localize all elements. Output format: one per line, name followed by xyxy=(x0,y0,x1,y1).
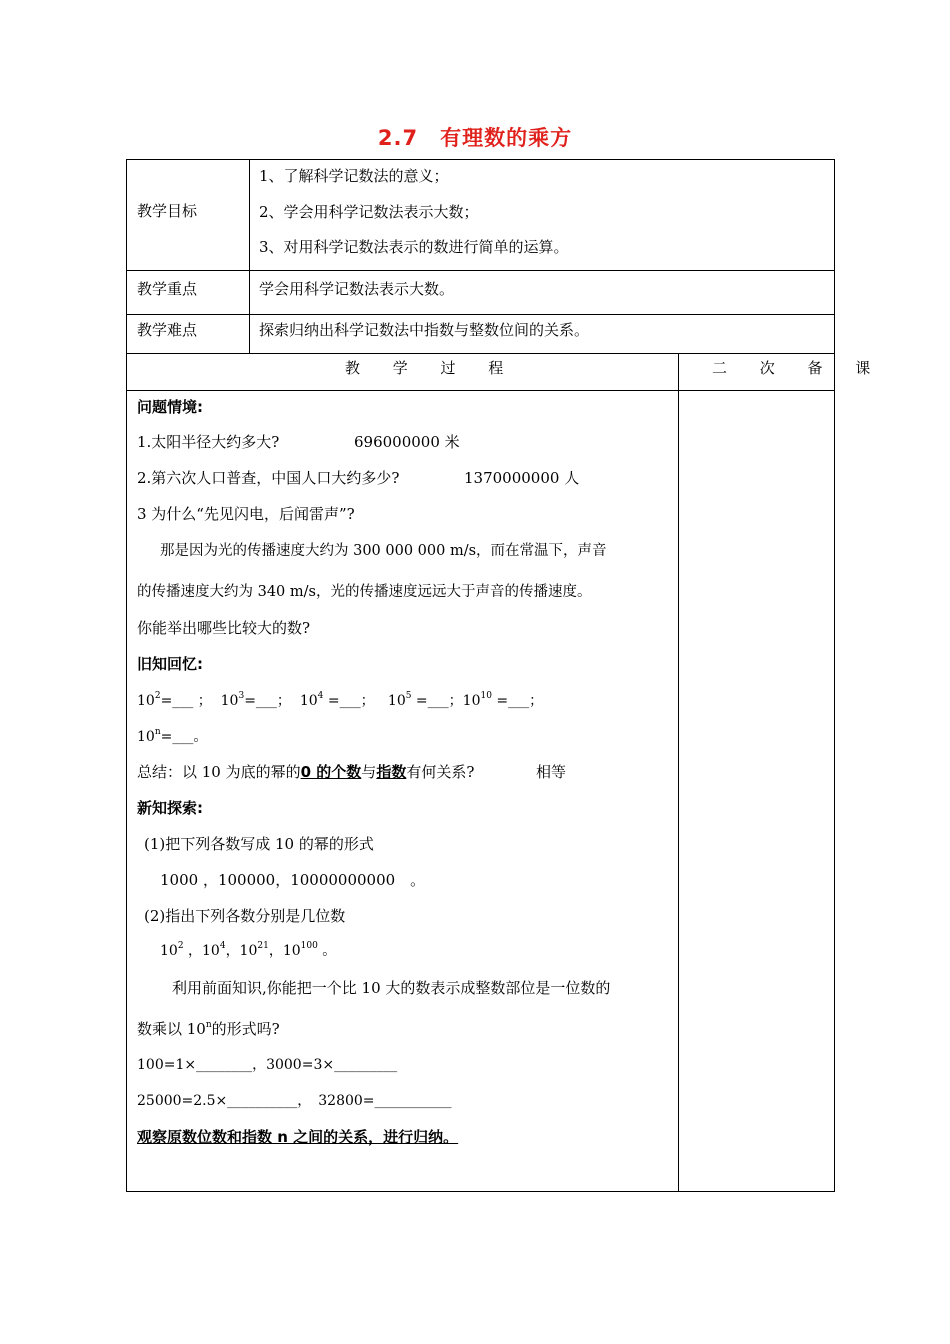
explore-title: 新知探索: xyxy=(137,799,203,817)
paragraph-line: 的传播速度大约为 340 m/s，光的传播速度远远大于声音的传播速度。 xyxy=(137,584,592,600)
review-title: 旧知回忆: xyxy=(137,655,203,673)
notes-header: 二 次 备 课 xyxy=(712,359,885,377)
paragraph-text: 的形式吗? xyxy=(211,1020,280,1038)
key-point-text: 学会用科学记数法表示大数。 xyxy=(259,280,455,298)
review-exercise: $10^2=\_\_\_$ ； $10^3=\_\_\_$； $10^4$ =___； $10^5$ =___；$10^{10}$ =___； xyxy=(137,691,544,709)
question-2: 2.第六次人口普查，中国人口大约多少? xyxy=(137,469,400,487)
situation-title: 问题情境: xyxy=(137,398,203,416)
column-divider xyxy=(678,353,679,1192)
summary-answer: 相等 xyxy=(536,763,567,781)
page-title: 2.7 有理数的乘方 xyxy=(377,126,573,150)
difficulty-label: 教学难点 xyxy=(137,321,198,339)
row-divider xyxy=(126,314,835,315)
question-2-value: 1370000000 人 xyxy=(464,469,580,487)
summary-with: 与 xyxy=(361,763,377,781)
difficulty-text: 探索归纳出科学记数法中指数与整数位间的关系。 xyxy=(259,321,590,339)
fill-blank-exercise: 100=1×________，3000=3×_________ xyxy=(137,1057,398,1073)
objectives-label: 教学目标 xyxy=(137,202,198,220)
summary-suffix: 有何关系? xyxy=(406,763,475,781)
fill-blank-exercise: 25000=2.5×__________， 32800=___________ xyxy=(137,1093,452,1109)
row-divider xyxy=(126,270,835,271)
explore-task-2: (2)指出下列各数分别是几位数 xyxy=(144,907,346,925)
explore-task-2-values: $10^2$ ，$10^4$，$10^{21}$，$10^{100}$ 。 xyxy=(160,941,337,959)
summary-exponent: 指数 xyxy=(376,763,407,781)
question-1: 1.太阳半径大约多大? xyxy=(137,433,280,451)
question-1-value: 696000000 米 xyxy=(354,433,460,451)
row-divider xyxy=(126,353,835,354)
paragraph-text: 数乘以 10 xyxy=(137,1020,206,1038)
explore-task-1-values: 1000 ，100000，10000000000 。 xyxy=(160,871,426,889)
summary-line xyxy=(137,761,474,782)
process-header: 教 学 过 程 xyxy=(345,359,518,377)
objective-item: 1、了解科学记数法的意义； xyxy=(259,167,449,185)
key-point-label: 教学重点 xyxy=(137,280,198,298)
column-divider xyxy=(249,159,250,353)
explore-task-1: (1)把下列各数写成 10 的幂的形式 xyxy=(144,835,374,853)
question-3: 3 为什么“先见闪电，后闻雷声”? xyxy=(137,505,355,523)
row-divider xyxy=(126,390,835,391)
summary-zeros: 0 的个数 xyxy=(300,763,362,781)
observe-instruction: 观察原数位数和指数 n 之间的关系，进行归纳。 xyxy=(137,1128,459,1146)
paragraph-line: 那是因为光的传播速度大约为 300 000 000 m/s，而在常温下，声音 xyxy=(160,543,607,559)
paragraph-line: 利用前面知识,你能把一个比 10 大的数表示成整数部位是一位数的 xyxy=(172,979,611,997)
review-exercise: $10^n=\_\_\_$。 xyxy=(137,727,208,745)
summary-prefix: 总结：以 10 为底的幂的 xyxy=(137,763,301,781)
objective-item: 3、对用科学记数法表示的数进行简单的运算。 xyxy=(259,238,569,256)
paragraph-line xyxy=(137,1018,280,1039)
prompt-question: 你能举出哪些比较大的数? xyxy=(137,619,311,637)
exponent: n xyxy=(205,1020,212,1030)
objective-item: 2、学会用科学记数法表示大数； xyxy=(259,203,479,221)
